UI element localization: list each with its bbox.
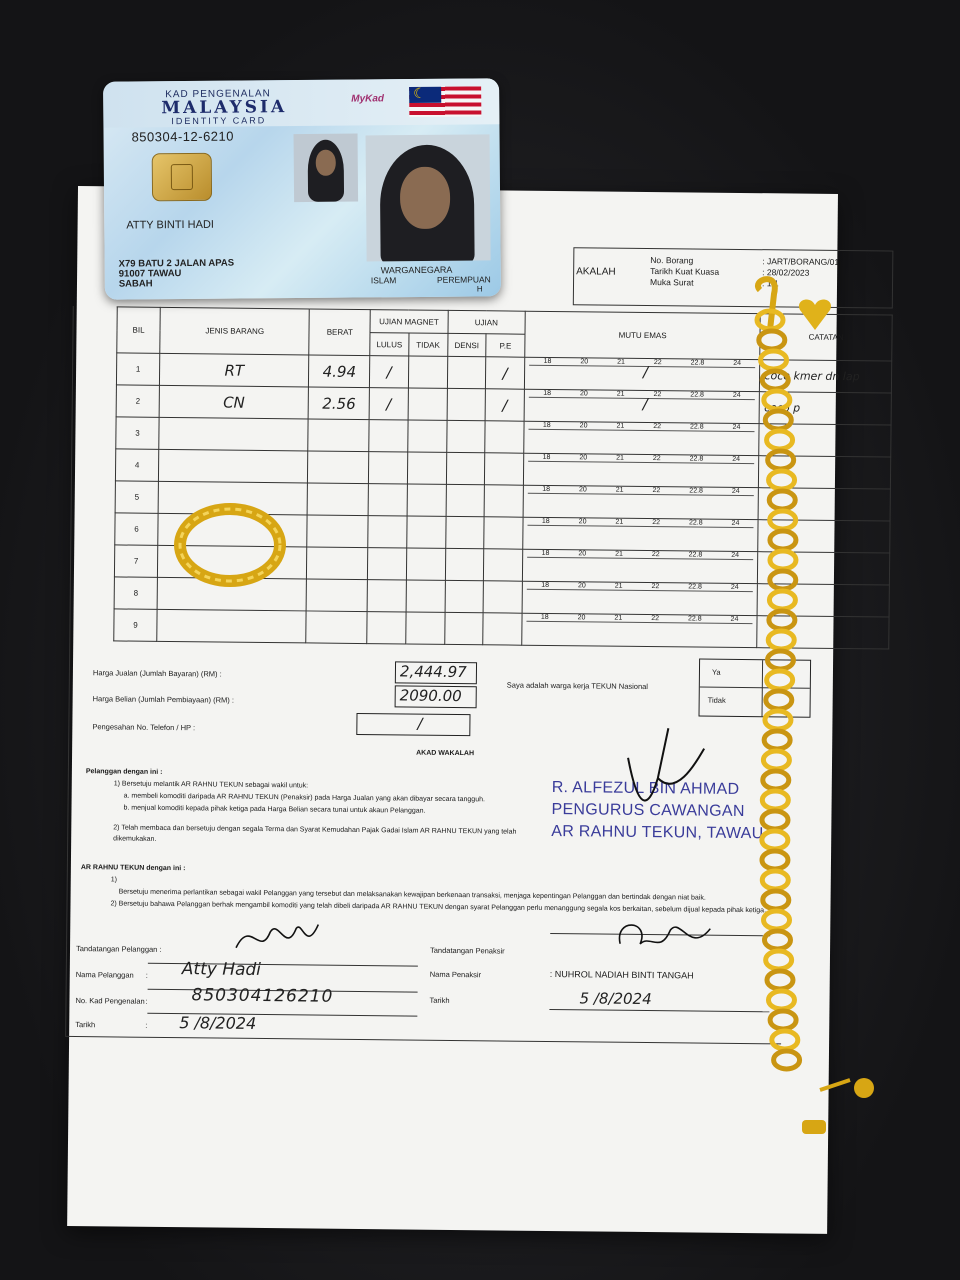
row-pe	[484, 549, 523, 581]
col-pe: P.E	[486, 334, 525, 357]
gold-bracelet	[740, 270, 890, 1150]
row-pe	[485, 421, 524, 453]
row-densi	[445, 516, 484, 548]
row-densi	[444, 612, 483, 644]
chain-link	[759, 331, 785, 349]
row-mutu	[523, 453, 759, 487]
row-pe	[484, 517, 523, 549]
mutu-tick: 24	[730, 615, 739, 623]
chain-link	[768, 991, 794, 1009]
chip-icon	[152, 153, 212, 202]
nama-penaksir-value: : NUHROL NADIAH BINTI TANGAH	[549, 969, 694, 981]
col-jenis: JENIS BARANG	[160, 307, 310, 355]
chain-link	[767, 651, 793, 669]
mutu-tick: 24	[731, 551, 740, 559]
mutu-tick: 22.8	[689, 423, 704, 431]
mutu-tick: 21	[614, 582, 623, 590]
mutu-tick: 24	[730, 583, 739, 591]
row-lulus	[368, 516, 407, 548]
chain-link	[764, 391, 790, 409]
mutu-tick: 22.8	[689, 487, 703, 495]
row-tidak	[408, 420, 447, 452]
chain-link	[763, 771, 789, 789]
mutu-tick: 22.8	[688, 519, 703, 527]
pengesahan-value: /	[417, 714, 423, 733]
pelanggan-clause-1: 1) Bersetuju melantik AR RAHNU TEKUN sebagai wakil untuk:	[113, 780, 309, 790]
col-magnet: UJIAN MAGNET	[370, 310, 448, 334]
row-bil: 7	[114, 545, 157, 577]
stamp-line-1: R. ALFEZUL BIN AHMAD	[551, 779, 740, 798]
tarikh-label: Tarikh	[75, 1020, 96, 1030]
row-berat	[307, 547, 368, 580]
chain-link	[762, 831, 788, 849]
row-bil: 3	[116, 417, 159, 449]
col-ujian: UJIAN	[448, 310, 526, 334]
col-tidak: TIDAK	[409, 333, 448, 356]
chain-link	[764, 911, 790, 929]
row-densi	[446, 452, 485, 484]
row-berat	[308, 451, 369, 484]
row-catatan: coco kmer dn lap	[760, 360, 892, 393]
col-densi: DENSI	[447, 333, 486, 356]
mutu-tick: 24	[732, 423, 741, 431]
pelanggan-clause-1b: b. menjual komoditi kepada pihak ketiga pada Harga Belian secara tunai untuk akaun Pelanggan.	[123, 804, 426, 815]
mutu-tick: 22	[651, 615, 660, 623]
chain-link	[769, 591, 795, 609]
address-line-3: SABAH	[118, 278, 153, 290]
mutu-tick: 18	[541, 517, 550, 525]
chain-link	[763, 891, 789, 909]
row-berat: 2.56	[308, 387, 369, 420]
religion: ISLAM	[370, 275, 397, 286]
row-densi	[447, 356, 486, 388]
chain-link	[766, 951, 792, 969]
malaysia-flag-icon	[409, 86, 481, 117]
bead-charm	[854, 1078, 874, 1098]
row-tidak	[408, 356, 447, 388]
chain-link	[764, 731, 790, 749]
harga-belian-box	[395, 685, 477, 708]
chain-link	[761, 351, 787, 369]
header-key: Muka Surat	[649, 277, 694, 288]
harga-jualan-value: 2,444.97	[399, 662, 467, 682]
chain-link	[762, 791, 788, 809]
mutu-tick: 22	[653, 391, 662, 399]
harga-belian-value: 2090.00	[399, 686, 462, 706]
header-value: : JART/BORANG/01	[762, 256, 840, 267]
chain-link	[762, 871, 788, 889]
row-jenis	[159, 449, 309, 483]
row-jenis	[159, 417, 309, 451]
mutu-tick: 20	[579, 454, 588, 462]
mutu-tick: 20	[578, 550, 587, 558]
row-bil: 4	[115, 449, 158, 481]
pelanggan-clause-1a: a. membeli komoditi daripada AR RAHNU TEKUN (Penaksir) pada Harga Jualan yang akan dibayar secara tangguh.	[123, 792, 485, 804]
line	[549, 1009, 769, 1012]
manager-signature	[607, 718, 708, 829]
ic-number: 850304-12-6210	[131, 128, 235, 145]
mutu-tick: 18	[541, 549, 550, 557]
row-lulus	[369, 420, 408, 452]
ar-rahnu-clause-1: Bersetuju menerima perlantikan sebagai wakil Pelanggan yang tersebut dan melaksanakan kewajipan berkenaan transaksi, menjaga kepentingan Pelanggan dan bertindak dengan niat baik.	[118, 888, 706, 902]
row-lulus: /	[369, 388, 408, 420]
mutu-tick: 20	[577, 614, 586, 622]
customer-signature	[230, 918, 330, 963]
mutu-tick: 22.8	[688, 583, 702, 591]
stamp-line-2: PENGURUS CAWANGAN	[551, 801, 745, 821]
mutu-tick: 24	[731, 487, 740, 495]
tarikh-colon: :	[145, 1020, 148, 1030]
mutu-tick: 24	[731, 519, 740, 527]
mutu-tick: 22	[653, 423, 662, 431]
mutu-tick: 20	[580, 358, 589, 366]
row-lulus	[367, 612, 406, 644]
chain-link	[770, 571, 796, 589]
mutu-tick: 21	[617, 358, 625, 366]
mutu-tick: 21	[616, 454, 624, 462]
mutu-tick: 20	[578, 486, 587, 494]
mutu-tick: 21	[615, 550, 623, 558]
harga-belian-label: Harga Belian (Jumlah Pembiayaan) (RM) :	[92, 694, 235, 705]
card-title-3: IDENTITY CARD	[171, 115, 267, 127]
mutu-tick: 22	[652, 455, 661, 463]
row-bil: 9	[114, 609, 157, 641]
ar-rahnu-heading: AR RAHNU TEKUN dengan ini :	[80, 864, 186, 873]
row-tidak	[406, 612, 445, 644]
row-mutu-mark: /	[642, 394, 648, 413]
mutu-tick: 21	[616, 390, 625, 398]
row-lulus	[369, 452, 408, 484]
row-lulus: /	[370, 356, 409, 388]
main-photo	[366, 134, 491, 261]
chain-link	[770, 511, 796, 529]
card-title-1: KAD PENGENALAN	[165, 88, 271, 101]
akad-heading: AKAD WAKALAH	[416, 749, 475, 758]
form-title: AKALAH	[576, 266, 616, 278]
no-kad-value: 850304126210	[191, 985, 334, 1007]
mutu-tick: 18	[541, 581, 550, 589]
row-tidak	[407, 452, 446, 484]
tt-pelanggan-label: Tandatangan Pelanggan :	[75, 944, 162, 954]
row-pe	[484, 485, 523, 517]
mutu-tick: 22	[652, 487, 661, 495]
chain-link	[763, 751, 789, 769]
mutu-tick: 20	[577, 582, 586, 590]
mutu-tick: 21	[616, 422, 625, 430]
mutu-tick: 22	[653, 359, 662, 367]
chain-link	[768, 451, 794, 469]
row-lulus	[367, 580, 406, 612]
card-name: ATTY BINTI HADI	[126, 218, 214, 232]
row-berat	[306, 579, 367, 612]
row-mutu	[523, 517, 759, 551]
row-pe: /	[486, 357, 525, 389]
mutu-tick: 21	[615, 518, 624, 526]
chain-link	[766, 691, 792, 709]
row-jenis: RT	[160, 353, 310, 387]
row-lulus	[368, 484, 407, 516]
row-bil: 5	[115, 481, 158, 513]
mutu-tick: 21	[614, 614, 623, 622]
religion-gender	[371, 274, 491, 285]
row-bil: 1	[116, 353, 159, 385]
row-densi	[447, 388, 486, 420]
row-pe	[483, 581, 522, 613]
chain-link	[765, 711, 791, 729]
tarikh-penaksir-label: Tarikh	[429, 995, 450, 1005]
pelanggan-clause-2: 2) Telah membaca dan bersetuju dengan segala Terma dan Syarat Kemudahan Pajak Gadai Islam AR RAHNU TEKUN yang telah dikemukakan.	[113, 824, 517, 843]
chain-link	[769, 471, 795, 489]
chain-link	[769, 611, 795, 629]
chain-link	[765, 411, 791, 429]
row-densi	[446, 484, 485, 516]
chain-link	[770, 1011, 796, 1029]
form-bottom-border	[65, 1036, 781, 1044]
mykad-logo: MyKad	[351, 93, 385, 105]
ar-rahnu-clause-1-num: 1)	[110, 876, 118, 884]
chain-link	[770, 551, 796, 569]
row-berat: 4.94	[309, 355, 370, 388]
row-mutu	[524, 357, 760, 391]
chain-link	[762, 371, 788, 389]
row-catatan: coco p	[759, 392, 891, 425]
row-berat	[307, 515, 368, 548]
col-catatan: CATATAN	[760, 314, 892, 361]
pengesahan-label: Pengesahan No. Telefon / HP :	[92, 722, 196, 733]
mutu-tick: 24	[732, 391, 741, 399]
mutu-tick: 22.8	[688, 551, 703, 559]
header-key: No. Borang	[650, 255, 694, 266]
penaksir-signature	[610, 914, 720, 961]
header-value: : 1/1	[761, 278, 779, 289]
row-tidak	[407, 484, 446, 516]
gender: PEREMPUAN	[436, 274, 491, 285]
mutu-tick: 18	[543, 389, 552, 397]
row-mutu	[522, 613, 758, 647]
chain-link	[762, 811, 788, 829]
mutu-tick: 22	[651, 551, 660, 559]
mutu-tick: 20	[578, 518, 587, 526]
mutu-tick: 18	[542, 421, 551, 429]
row-tidak	[408, 388, 447, 420]
row-densi	[445, 580, 484, 612]
row-pe: /	[485, 389, 524, 421]
col-bil: BIL	[117, 307, 161, 353]
pelanggan-heading: Pelanggan dengan ini :	[85, 768, 163, 776]
row-mutu	[522, 549, 758, 583]
tarikh-pelanggan-value: 5 /8/2024	[179, 1013, 257, 1033]
chain-link	[772, 1031, 798, 1049]
mutu-tick: 21	[615, 486, 624, 494]
row-lulus	[368, 548, 407, 580]
mutu-tick: 22	[652, 519, 661, 527]
chain-link	[768, 631, 794, 649]
mutu-tick: 20	[579, 390, 588, 398]
pengesahan-box	[356, 713, 470, 736]
col-mutu: MUTU EMAS	[525, 311, 761, 359]
nama-pelanggan-colon: :	[145, 970, 148, 980]
ar-rahnu-clause-2: 2) Bersetuju bahawa Pelanggan berhak mengambil komoditi yang telah dibeli daripada AR RAHNU TEKUN dengan syarat Pelanggan perlu menanggung segala kos berkaitan, sebelum dijual kepada pihak ketiga.	[110, 900, 767, 915]
citizenship: WARGANEGARA	[380, 264, 453, 276]
row-mutu	[523, 485, 759, 519]
chain-link	[764, 931, 790, 949]
row-mutu	[522, 581, 758, 615]
nama-pelanggan-label: Nama Pelanggan	[75, 970, 134, 980]
col-lulus: LULUS	[370, 333, 409, 356]
harga-jualan-label: Harga Jualan (Jumlah Bayaran) (RM) :	[92, 668, 222, 679]
card-code: H	[476, 284, 483, 294]
row-tidak	[406, 580, 445, 612]
chain-link	[770, 531, 796, 549]
row-berat	[307, 483, 368, 516]
chain-link	[767, 671, 793, 689]
gold-ring	[170, 495, 290, 595]
heart-charm	[799, 300, 831, 330]
address-line-2: 91007 TAWAU	[118, 268, 182, 280]
row-berat	[308, 419, 369, 452]
harga-jualan-box	[395, 661, 477, 684]
chain-link	[769, 491, 795, 509]
row-mutu	[524, 389, 760, 423]
nama-penaksir-label: Nama Penaksir	[429, 969, 482, 980]
id-card	[103, 78, 501, 299]
row-bil: 2	[116, 385, 159, 417]
card-title-2: MALAYSIA	[161, 97, 288, 119]
mutu-tick: 22.8	[690, 359, 705, 367]
ya-label: Ya	[711, 667, 721, 677]
row-pe	[485, 453, 524, 485]
row-bil: 6	[115, 513, 158, 545]
chain-link	[774, 1051, 800, 1069]
row-jenis	[157, 609, 307, 643]
col-berat: BERAT	[309, 309, 370, 356]
header-key: Tarikh Kuat Kuasa	[650, 266, 720, 277]
mutu-tick: 18	[543, 357, 552, 365]
small-photo	[294, 134, 359, 203]
mutu-tick: 24	[732, 455, 741, 463]
row-mutu-mark: /	[642, 362, 649, 381]
tarikh-penaksir-value: 5 /8/2024	[579, 989, 652, 1009]
header-value: : 28/02/2023	[762, 267, 810, 278]
card-address	[119, 259, 235, 290]
mutu-tick: 22	[651, 583, 660, 591]
address-line-1: X79 BATU 2 JALAN APAS	[118, 257, 235, 270]
row-densi	[445, 548, 484, 580]
chain-link	[762, 851, 788, 869]
tidak-label: Tidak	[707, 695, 726, 705]
warga-text: Saya adalah warga kerja TEKUN Nasional	[506, 680, 649, 692]
row-tidak	[407, 516, 446, 548]
no-kad-label: No. Kad Pengenalan	[75, 996, 145, 1006]
mutu-tick: 22.8	[687, 615, 702, 623]
mutu-tick: 22.8	[689, 455, 704, 463]
pawn-form	[67, 186, 860, 1234]
tt-penaksir-label: Tandatangan Penaksir	[429, 945, 505, 956]
row-mutu	[524, 421, 760, 455]
row-jenis: CN	[159, 385, 309, 419]
stamp-line-3: AR RAHNU TEKUN, TAWAU	[551, 823, 764, 843]
mutu-tick: 18	[542, 453, 551, 461]
mutu-tick: 18	[540, 613, 549, 621]
row-densi	[446, 420, 485, 452]
chain-link	[767, 971, 793, 989]
row-pe	[483, 613, 522, 645]
nama-pelanggan-value: Atty Hadi	[181, 959, 262, 980]
row-tidak	[406, 548, 445, 580]
mutu-tick: 18	[542, 485, 551, 493]
row-bil: 8	[114, 577, 157, 609]
row-berat	[306, 611, 367, 644]
no-kad-colon: :	[145, 996, 148, 1006]
mutu-tick: 24	[733, 359, 742, 367]
chain-link	[767, 431, 793, 449]
mutu-tick: 22.8	[690, 391, 704, 399]
mutu-tick: 20	[579, 422, 588, 430]
